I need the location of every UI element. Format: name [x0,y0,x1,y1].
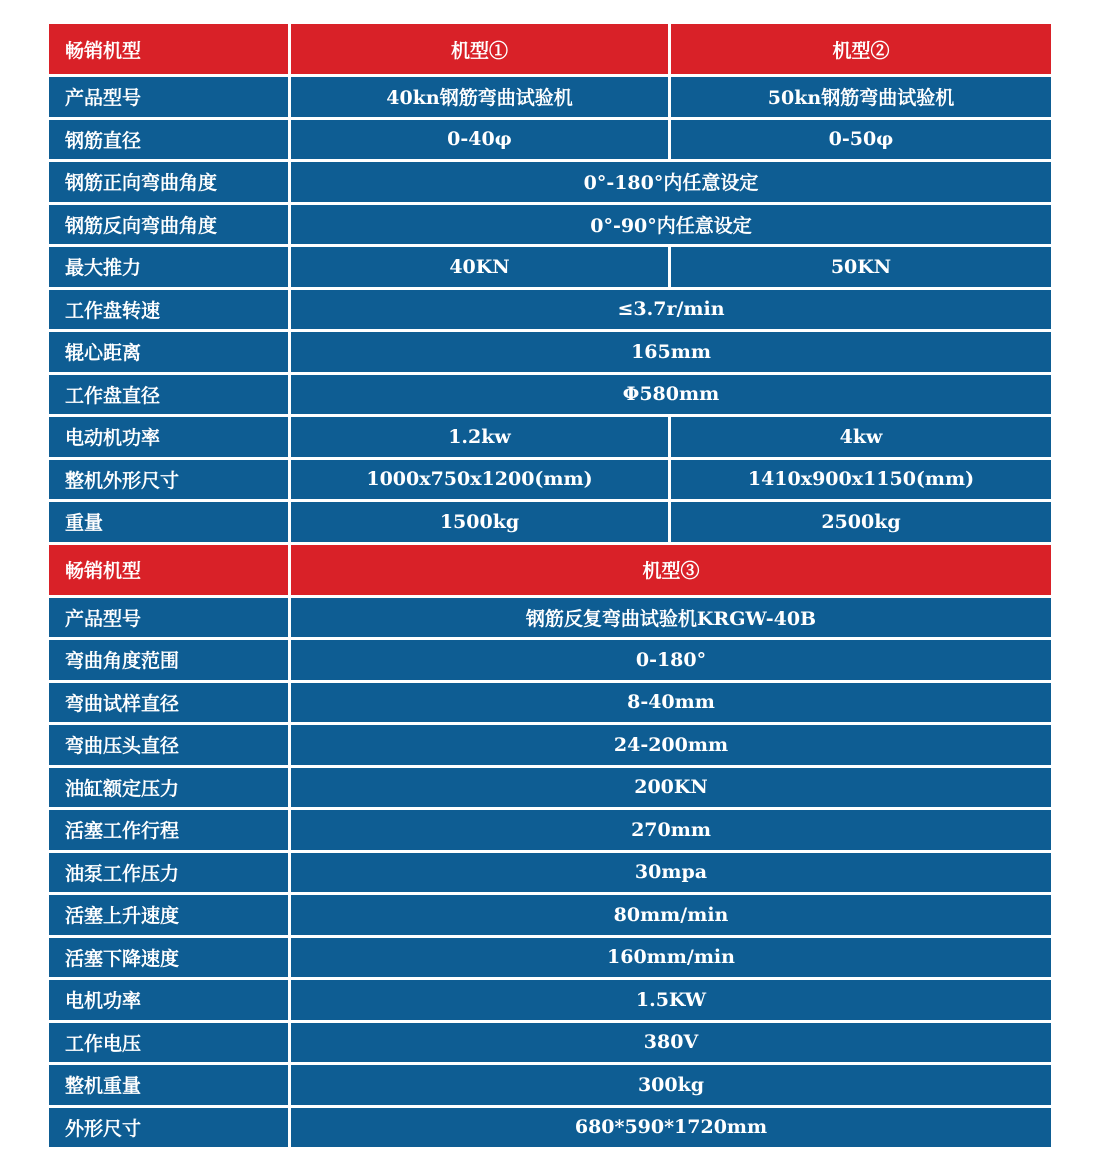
table-row [49,120,1051,163]
row-label: 活塞上升速度 [49,895,288,935]
table-row [49,290,1051,333]
row-value: 80mm/min [288,895,1051,935]
table-row [49,980,1051,1023]
table-row [49,1108,1051,1151]
row-label: 工作盘转速 [49,290,288,330]
row-value: Φ580mm [288,375,1051,415]
row-label: 活塞下降速度 [49,938,288,978]
table-row [49,332,1051,375]
row-label: 整机重量 [49,1065,288,1105]
table2-header-row [49,545,1051,598]
table-row [49,205,1051,248]
row-value: 1000x750x1200(mm) [288,460,668,500]
row-value: 4kw [668,417,1051,457]
row-label: 钢筋反向弯曲角度 [49,205,288,245]
row-value: 0°-180°内任意设定 [288,162,1051,202]
row-value: 8-40mm [288,683,1051,723]
table1-header-model1: 机型① [288,24,668,74]
table-row [49,460,1051,503]
row-value: 0-40φ [288,120,668,160]
table-row [49,895,1051,938]
row-label: 外形尺寸 [49,1108,288,1148]
row-label: 油泵工作压力 [49,853,288,893]
table-row [49,247,1051,290]
row-label: 弯曲试样直径 [49,683,288,723]
table-row [49,598,1051,641]
row-value: 50KN [668,247,1051,287]
row-label: 产品型号 [49,77,288,117]
row-value: 40kn钢筋弯曲试验机 [288,77,668,117]
table-row [49,768,1051,811]
table-row [49,810,1051,853]
row-value: 1410x900x1150(mm) [668,460,1051,500]
table-row [49,77,1051,120]
row-value: 钢筋反复弯曲试验机KRGW-40B [288,598,1051,638]
row-value: 270mm [288,810,1051,850]
row-label: 电动机功率 [49,417,288,457]
row-label: 工作电压 [49,1023,288,1063]
row-value: 24-200mm [288,725,1051,765]
row-value: 50kn钢筋弯曲试验机 [668,77,1051,117]
row-label: 弯曲角度范围 [49,640,288,680]
row-value: 380V [288,1023,1051,1063]
row-value: 0-180° [288,640,1051,680]
row-label: 产品型号 [49,598,288,638]
table-row [49,162,1051,205]
row-label: 油缸额定压力 [49,768,288,808]
row-label: 活塞工作行程 [49,810,288,850]
table-row [49,417,1051,460]
row-value: 2500kg [668,502,1051,542]
table-row [49,725,1051,768]
table-row [49,502,1051,545]
row-value: ≤3.7r/min [288,290,1051,330]
row-value: 1500kg [288,502,668,542]
table-row [49,683,1051,726]
table-row [49,375,1051,418]
table-row [49,853,1051,896]
table2-header-model3: 机型③ [288,545,1051,595]
row-value: 200KN [288,768,1051,808]
row-value: 165mm [288,332,1051,372]
row-value: 300kg [288,1065,1051,1105]
table2-header-label: 畅销机型 [49,545,288,595]
row-value: 1.5KW [288,980,1051,1020]
row-label: 钢筋直径 [49,120,288,160]
table1-header-label: 畅销机型 [49,24,288,74]
row-value: 0°-90°内任意设定 [288,205,1051,245]
row-label: 重量 [49,502,288,542]
row-value: 30mpa [288,853,1051,893]
row-label: 最大推力 [49,247,288,287]
row-value: 1.2kw [288,417,668,457]
row-value: 160mm/min [288,938,1051,978]
row-value: 40KN [288,247,668,287]
table-row [49,640,1051,683]
table-row [49,1023,1051,1066]
row-label: 整机外形尺寸 [49,460,288,500]
row-value: 0-50φ [668,120,1051,160]
row-value: 680*590*1720mm [288,1108,1051,1148]
row-label: 钢筋正向弯曲角度 [49,162,288,202]
table1-header-row [49,24,1051,77]
row-label: 弯曲压头直径 [49,725,288,765]
row-label: 辊心距离 [49,332,288,372]
row-label: 工作盘直径 [49,375,288,415]
table-row [49,1065,1051,1108]
row-label: 电机功率 [49,980,288,1020]
spec-table [49,24,1051,1150]
table-row [49,938,1051,981]
table1-header-model2: 机型② [668,24,1051,74]
